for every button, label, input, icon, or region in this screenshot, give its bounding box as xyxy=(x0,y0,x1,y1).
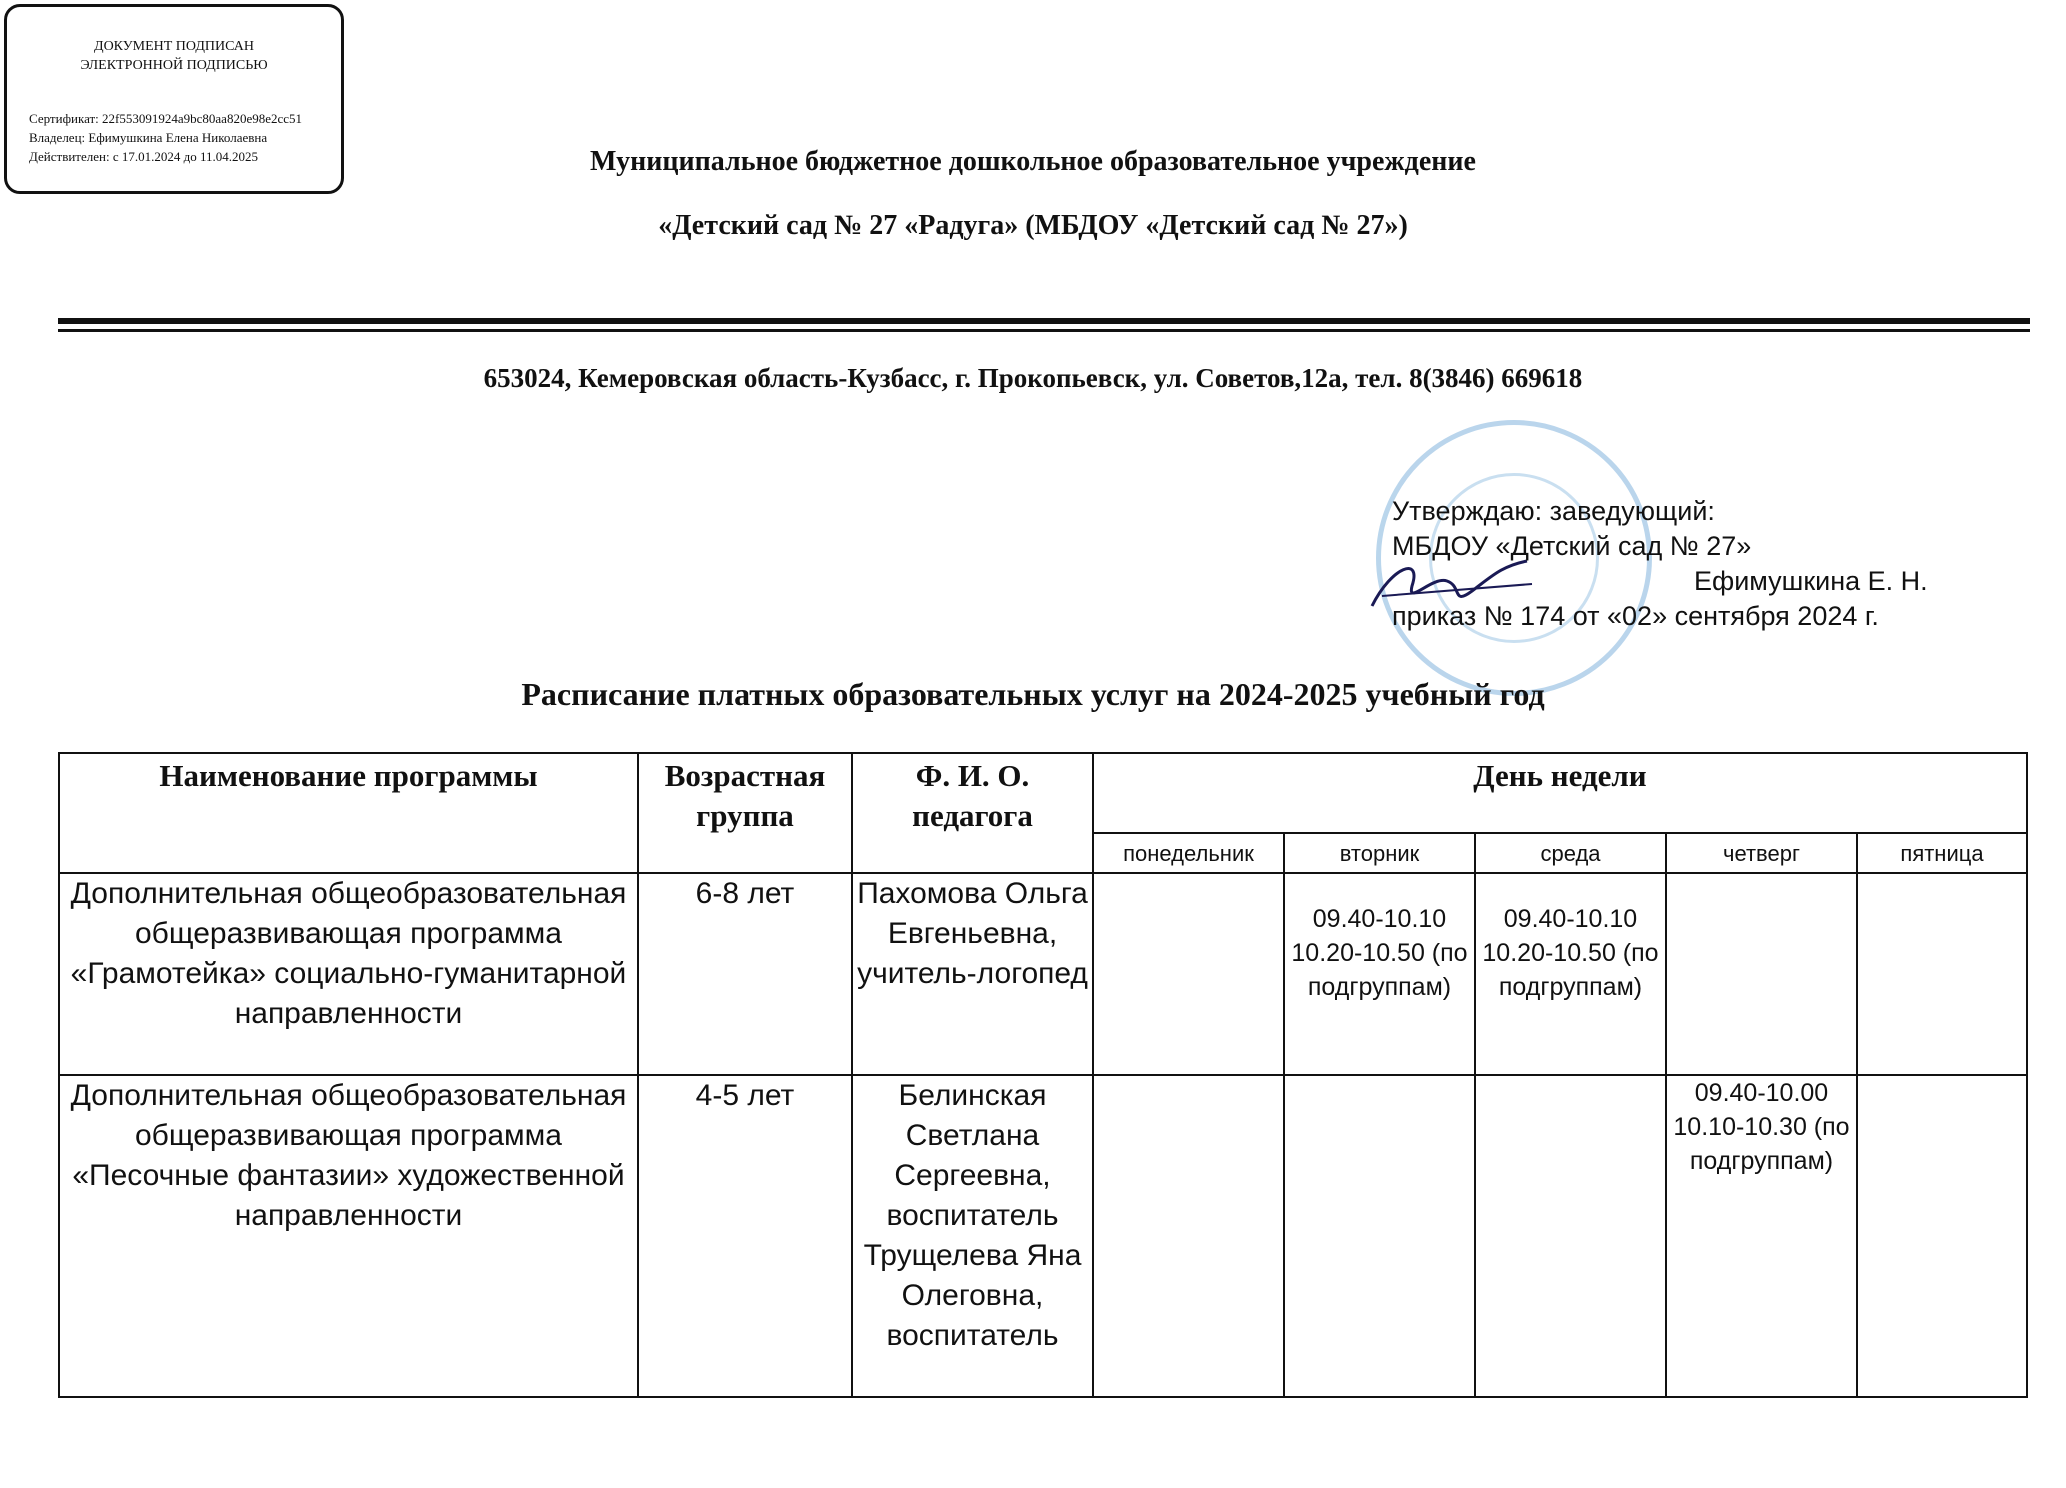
signature-heading-line1: ДОКУМЕНТ ПОДПИСАН xyxy=(94,39,254,54)
row1-monday xyxy=(1093,873,1284,1075)
approval-block xyxy=(1392,494,1928,634)
table-header-row xyxy=(59,753,2027,833)
approval-line2: МБДОУ «Детский сад № 27» xyxy=(1392,531,1752,561)
signature-heading-line2: ЭЛЕКТРОННОЙ ПОДПИСЬЮ xyxy=(80,58,268,73)
row1-thursday xyxy=(1666,873,1857,1075)
approval-order: приказ № 174 от «02» сентября 2024 г. xyxy=(1392,601,1879,631)
header-teacher: Ф. И. О. педагога xyxy=(852,753,1093,873)
row1-friday xyxy=(1857,873,2027,1075)
header-weekday: День недели xyxy=(1093,753,2027,833)
day-tuesday: вторник xyxy=(1284,833,1475,873)
row2-tuesday xyxy=(1284,1075,1475,1397)
table-row xyxy=(59,1075,2027,1397)
row1-wednesday: 09.40-10.10 10.20-10.50 (по подгруппам) xyxy=(1475,873,1666,1075)
row1-program: Дополнительная общеобразовательная общеразвивающая программа «Грамотейка» социально-гуманитарной направленности xyxy=(59,873,638,1075)
signature-owner: Владелец: Ефимушкина Елена Николаевна xyxy=(29,130,268,145)
row2-age: 4-5 лет xyxy=(638,1075,852,1397)
organization-name: Муниципальное бюджетное дошкольное образовательное учреждение xyxy=(590,146,1476,177)
row1-teacher: Пахомова Ольга Евгеньевна, учитель-логопед xyxy=(852,873,1093,1075)
row1-age: 6-8 лет xyxy=(638,873,852,1075)
header-age: Возрастная группа xyxy=(638,753,852,873)
day-monday: понедельник xyxy=(1093,833,1284,873)
approver-name: Ефимушкина Е. Н. xyxy=(1694,566,1928,596)
document-title: Расписание платных образовательных услуг на 2024-2025 учебный год xyxy=(521,676,1545,712)
day-wednesday: среда xyxy=(1475,833,1666,873)
row2-thursday: 09.40-10.00 10.10-10.30 (по подгруппам) xyxy=(1666,1075,1857,1397)
day-thursday: четверг xyxy=(1666,833,1857,873)
row1-tuesday: 09.40-10.10 10.20-10.50 (по подгруппам) xyxy=(1284,873,1475,1075)
header-divider-thin xyxy=(58,329,2030,332)
schedule-table xyxy=(58,752,2028,1398)
row2-friday xyxy=(1857,1075,2027,1397)
organization-short-name: «Детский сад № 27 «Радуга» (МБДОУ «Детский сад № 27») xyxy=(658,210,1408,241)
header-divider-thick xyxy=(58,318,2030,324)
signature-certificate: Сертификат: 22f553091924a9bc80aa820e98e2cc51 xyxy=(29,111,303,126)
organization-address: 653024, Кемеровская область-Кузбасс, г. Прокопьевск, ул. Советов,12а, тел. 8(3846) 669618 xyxy=(483,363,1583,393)
row2-teacher: Белинская Светлана Сергеевна, воспитатель Трущелева Яна Олеговна, воспитатель xyxy=(852,1075,1093,1397)
day-friday: пятница xyxy=(1857,833,2027,873)
row2-monday xyxy=(1093,1075,1284,1397)
row2-program: Дополнительная общеобразовательная общеразвивающая программа «Песочные фантазии» художественной направленности xyxy=(59,1075,638,1397)
table-row xyxy=(59,873,2027,1075)
header-program: Наименование программы xyxy=(59,753,638,873)
approval-line1: Утверждаю: заведующий: xyxy=(1392,496,1715,526)
signature-valid: Действителен: с 17.01.2024 до 11.04.2025 xyxy=(29,149,258,164)
row2-wednesday xyxy=(1475,1075,1666,1397)
